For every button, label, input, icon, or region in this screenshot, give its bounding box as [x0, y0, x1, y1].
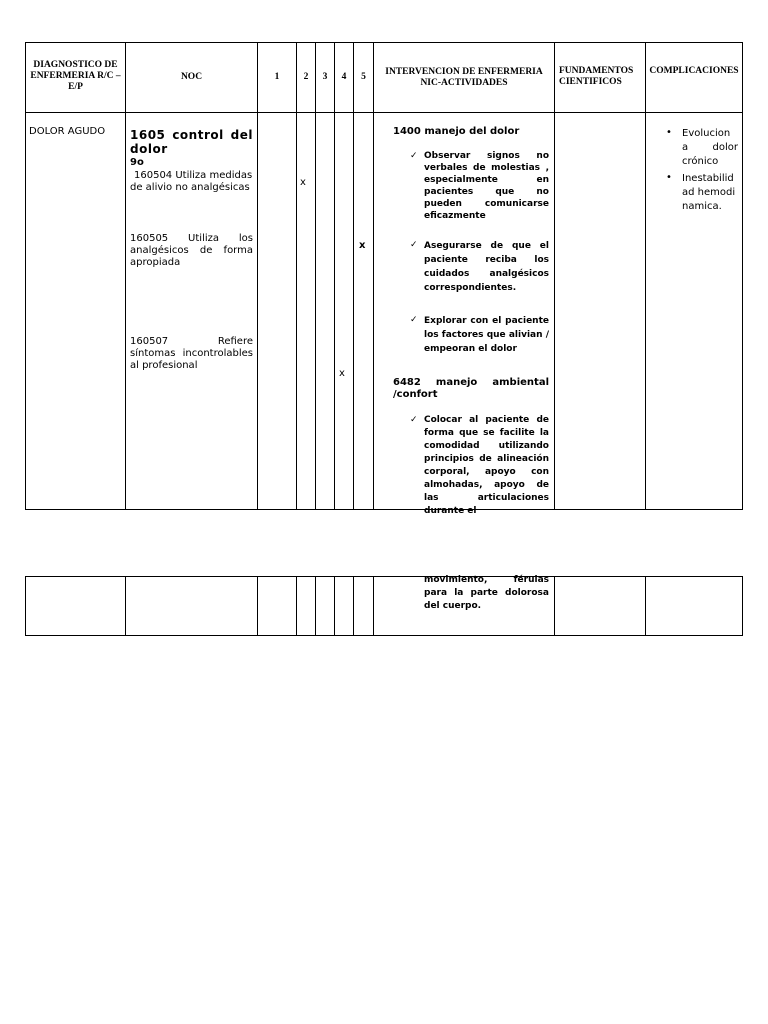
- table-border: [25, 509, 743, 510]
- table-border: [257, 576, 258, 636]
- mark-x: x: [300, 177, 306, 188]
- table-border: [25, 635, 743, 636]
- check-icon: ✓: [410, 315, 418, 325]
- table-border: [334, 576, 335, 636]
- nic-activity: Observar signos no verbales de molestias , especialmente en pacientes que no pueden comunicarse eficazmente: [424, 151, 549, 221]
- table-border: [353, 576, 354, 636]
- noc-item: 160507 Refiere síntomas incontrolables al profesional: [130, 336, 253, 371]
- table-border: [554, 42, 555, 510]
- table-border: [257, 42, 258, 510]
- table-border: [25, 576, 743, 577]
- header-noc: NOC: [180, 72, 203, 82]
- table-border: [554, 576, 555, 636]
- table-border: [373, 576, 374, 636]
- bullet-icon: •: [666, 172, 672, 183]
- check-icon: ✓: [410, 415, 418, 425]
- check-icon: ✓: [410, 240, 418, 250]
- bullet-icon: •: [666, 127, 672, 138]
- table-border: [742, 576, 743, 636]
- header-intervencion: INTERVENCION DE ENFERMERIA NIC-ACTIVIDADES: [385, 67, 543, 88]
- header-diagnostico: DIAGNOSTICO DE ENFERMERIA R/C – E/P: [30, 60, 121, 92]
- header-complicaciones: COMPLICACIONES: [649, 66, 739, 76]
- table-border: [25, 576, 26, 636]
- table-border: [25, 42, 743, 43]
- table-border: [125, 42, 126, 510]
- nic-activity: Asegurarse de que el paciente reciba los cuidados analgésicos correspondientes.: [424, 241, 549, 293]
- table-border: [315, 42, 316, 510]
- table-border: [742, 42, 743, 510]
- header-col-5: 5: [361, 72, 366, 82]
- header-col-1: 1: [274, 72, 280, 82]
- nic-title: 6482 manejo ambiental /confort: [393, 377, 549, 400]
- header-col-4: 4: [341, 72, 347, 82]
- noc-title: 1605 control del dolor: [130, 128, 253, 156]
- diagnostico-cell: DOLOR AGUDO: [29, 126, 106, 137]
- table-border: [353, 42, 354, 510]
- check-icon: ✓: [410, 151, 418, 161]
- table-border: [25, 112, 743, 113]
- nic-activity-continued: movimiento, férulas para la parte dolorosa del cuerpo.: [424, 575, 549, 611]
- table-border: [373, 42, 374, 510]
- complicacion-item: Evolucion a dolor crónico: [682, 128, 738, 167]
- header-col-3: 3: [322, 72, 328, 82]
- noc-suffix: 9o: [130, 157, 144, 168]
- noc-item: 160504 Utiliza medidas de alivio no analgésicas: [130, 170, 253, 193]
- table-border: [315, 576, 316, 636]
- table-border: [334, 42, 335, 510]
- noc-item: 160505 Utiliza los analgésicos de forma apropiada: [130, 233, 253, 268]
- nic-title: 1400 manejo del dolor: [393, 126, 520, 137]
- nic-activity: Explorar con el paciente los factores que alivian / empeoran el dolor: [424, 316, 549, 354]
- table-border: [125, 576, 126, 636]
- header-fundamentos: FUNDAMENTOS CIENTIFICOS: [559, 66, 634, 87]
- complicacion-item: Inestabilidad hemodinamica.: [682, 173, 736, 212]
- mark-x: x: [359, 240, 366, 251]
- mark-x: x: [339, 368, 345, 379]
- header-col-2: 2: [303, 72, 309, 82]
- table-border: [645, 576, 646, 636]
- table-border: [645, 42, 646, 510]
- table-border: [296, 576, 297, 636]
- nic-activity: Colocar al paciente de forma que se facilite la comodidad utilizando principios de alineación corporal, apoyo con almohadas, apoyo de las articulaciones durante el: [424, 415, 549, 516]
- table-border: [25, 42, 26, 510]
- table-border: [296, 42, 297, 510]
